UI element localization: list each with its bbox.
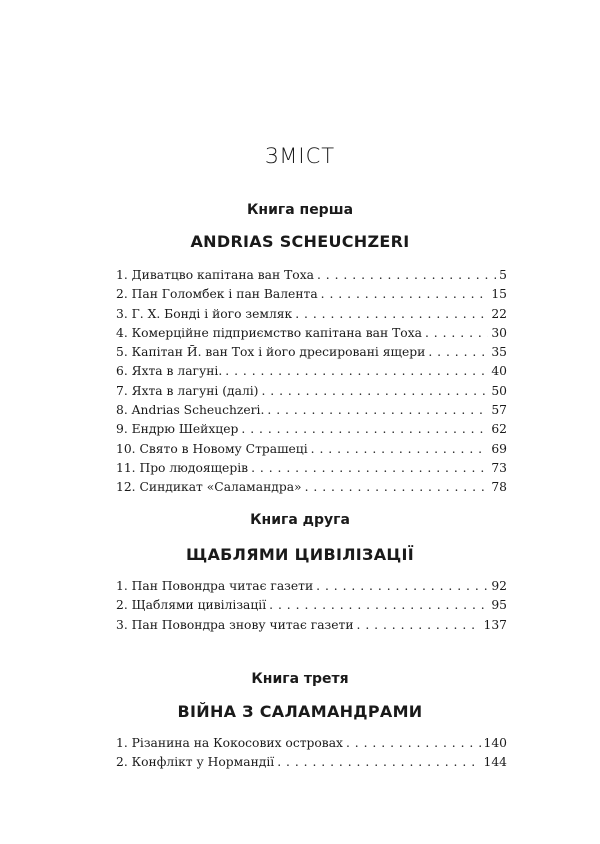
toc-entry-page: 78	[491, 480, 507, 495]
book-2-toc	[116, 579, 507, 637]
dot-leader	[277, 755, 480, 769]
toc-entry[interactable]	[116, 736, 507, 755]
toc-entry-page: 62	[491, 422, 507, 437]
toc-entry[interactable]	[116, 755, 507, 774]
toc-entry-title: 3. Г. Х. Бонді і його земляк	[116, 306, 293, 321]
toc-entry[interactable]	[116, 268, 507, 287]
toc-entry-page: 95	[491, 598, 507, 613]
toc-entry-page: 144	[483, 755, 507, 770]
toc-entry-title: 10. Свято в Новому Страшеці	[116, 441, 308, 456]
book-1-label: Книга перша	[246, 202, 354, 218]
toc-entry-page: 35	[491, 345, 507, 360]
toc-entry-title: 1. Диватцво капітана ван Тоха	[116, 268, 314, 282]
dot-leader	[267, 403, 488, 417]
toc-entry-title: 6. Яхта в лагуні.	[116, 364, 223, 379]
toc-entry[interactable]	[116, 480, 507, 499]
dot-leader	[295, 307, 488, 321]
toc-entry-title: 4. Комерційне підприємство капітана ван Тоха	[116, 325, 422, 340]
book-1-toc	[116, 268, 507, 500]
dot-leader	[269, 598, 488, 612]
toc-entry-title: 12. Синдикат «Саламандра»	[116, 480, 302, 495]
toc-entry-page: 92	[491, 579, 507, 593]
book-3-title: ВІЙНА З САЛАМАНДРАМИ	[177, 702, 423, 721]
toc-entry-page: 50	[491, 383, 507, 398]
toc-entry-title: 2. Пан Голомбек і пан Валента	[116, 287, 318, 302]
dot-leader	[316, 579, 488, 593]
book-3-toc	[116, 736, 507, 775]
toc-entry-page: 22	[491, 306, 507, 321]
toc-entry[interactable]	[116, 307, 507, 326]
toc-entry-page: 15	[491, 287, 507, 302]
book-3-label: Книга третя	[251, 671, 349, 687]
toc-entry[interactable]	[116, 345, 507, 364]
book-1-title: ANDRIAS SCHEUCHZERI	[190, 232, 410, 251]
toc-entry-title: 2. Щаблями цивілізації	[116, 598, 267, 613]
page-title: ЗМІСТ	[264, 144, 336, 168]
toc-entry[interactable]	[116, 326, 507, 345]
toc-entry[interactable]	[116, 461, 507, 480]
toc-entry[interactable]	[116, 598, 507, 617]
toc-entry[interactable]	[116, 364, 507, 383]
dot-leader	[225, 364, 488, 378]
book-2-title: ЩАБЛЯМИ ЦИВІЛІЗАЦІЇ	[185, 545, 415, 564]
toc-entry-title: 9. Ендрю Шейхцер	[116, 422, 239, 437]
toc-entry[interactable]	[116, 618, 507, 637]
toc-entry[interactable]	[116, 403, 507, 422]
toc-entry[interactable]	[116, 579, 507, 598]
dot-leader	[321, 287, 489, 301]
dot-leader	[251, 461, 488, 475]
dot-leader	[428, 345, 488, 359]
toc-entry-page: 137	[483, 617, 507, 632]
toc-entry-title: 1. Різанина на Кокосових островах	[116, 736, 343, 750]
toc-entry-title: 3. Пан Повондра знову читає газети	[116, 617, 354, 632]
toc-entry[interactable]	[116, 287, 507, 306]
toc-entry[interactable]	[116, 384, 507, 403]
toc-entry-page: 30	[491, 325, 507, 340]
toc-entry-page: 40	[491, 364, 507, 379]
toc-entry-title: 8. Andrias Scheuchzeri.	[116, 403, 265, 418]
dot-leader	[241, 422, 488, 436]
dot-leader	[305, 480, 489, 494]
toc-entry-title: 1. Пан Повондра читає газети	[116, 579, 314, 593]
dot-leader	[357, 618, 481, 632]
toc-entry[interactable]	[116, 422, 507, 441]
dot-leader	[425, 326, 488, 340]
toc-entry-page: 69	[491, 441, 507, 456]
dot-leader	[317, 268, 496, 282]
toc-entry-page: 140	[483, 736, 507, 750]
book-2-label: Книга друга	[250, 512, 350, 528]
toc-entry-page: 5	[499, 268, 507, 282]
toc-entry-title: 2. Конфлікт у Нормандії	[116, 755, 275, 770]
toc-entry-title: 5. Капітан Й. ван Тох і його дресировані ящери	[116, 345, 426, 360]
dot-leader	[346, 736, 481, 750]
toc-entry-title: 11. Про людоящерів	[116, 460, 249, 475]
toc-entry-page: 73	[491, 460, 507, 475]
dot-leader	[311, 442, 489, 456]
toc-entry-page: 57	[491, 403, 507, 418]
toc-entry[interactable]	[116, 442, 507, 461]
toc-entry-title: 7. Яхта в лагуні (далі)	[116, 383, 259, 398]
dot-leader	[261, 384, 488, 398]
